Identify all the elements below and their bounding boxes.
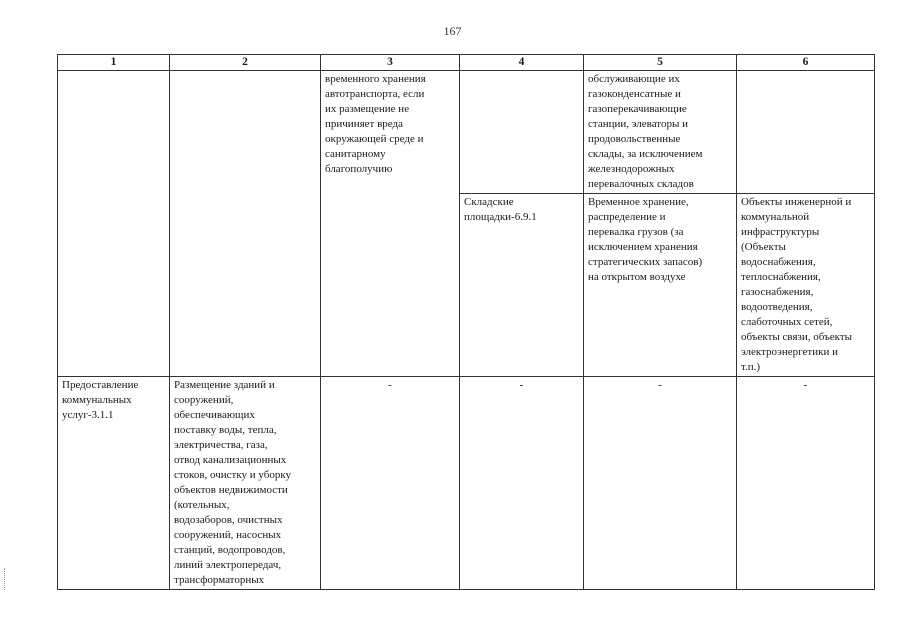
storage-areas-text: Складские площадки-6.9.1 xyxy=(464,196,537,223)
gas-stations-text: обслуживающие их газоконденсатные и газоперекачивающие станции, элеваторы и продовольственные склады, за исключением железнодорожных перевалочных складов xyxy=(588,73,703,190)
table-header-row xyxy=(58,55,875,71)
row1-col4-cell xyxy=(460,71,584,194)
temporary-storage-text: временного хранения автотранспорта, если их размещение не причиняет вреда окружающей среде и санитарному благополучию xyxy=(325,73,426,175)
column-header-6: 6 xyxy=(737,55,875,71)
temporary-storage-cargo-text: Временное хранение, распределение и перевалка грузов (за исключением хранения стратегических запасов) на открытом воздухе xyxy=(588,196,703,283)
row3-col1-cell xyxy=(58,377,170,590)
row3-col3-cell: - xyxy=(321,377,460,590)
row3-col5-cell: - xyxy=(584,377,737,590)
row2-col4-cell xyxy=(460,194,584,377)
regulation-table xyxy=(57,54,875,590)
row3-col2-cell xyxy=(170,377,321,590)
column-header-3: 3 xyxy=(321,55,460,71)
scan-margin-mark xyxy=(4,568,8,590)
column-header-4: 4 xyxy=(460,55,584,71)
table-row xyxy=(58,71,875,194)
utility-services-text: Предоставление коммунальных услуг-3.1.1 xyxy=(62,379,139,421)
row1-col1-cell xyxy=(58,71,170,377)
page-number: 167 xyxy=(443,24,462,38)
column-header-5: 5 xyxy=(584,55,737,71)
row1-col2-cell xyxy=(170,71,321,377)
column-header-2: 2 xyxy=(170,55,321,71)
row1-col3-cell xyxy=(321,71,460,377)
row1-col6-cell xyxy=(737,71,875,194)
column-header-1: 1 xyxy=(58,55,170,71)
row3-col6-cell: - xyxy=(737,377,875,590)
row3-col4-cell: - xyxy=(460,377,584,590)
buildings-placement-text: Размещение зданий и сооружений, обеспечивающих поставку воды, тепла, электричества, газа, отвод канализационных стоков, очистку и уборку объектов недвижимости (котельных, водозаборов, очистных сооружений, насосных станций, водопроводов, линий электропередач, трансформаторных xyxy=(174,379,292,586)
infrastructure-objects-text: Объекты инженерной и коммунальной инфраструктуры (Объекты водоснабжения, теплоснабжения, газоснабжения, водоотведения, слаботочных сетей, объекты связи, объекты электроэнергетики и т.п.) xyxy=(741,196,853,373)
row2-col6-cell xyxy=(737,194,875,377)
row2-col5-cell xyxy=(584,194,737,377)
row1-col5-cell xyxy=(584,71,737,194)
table-row xyxy=(58,377,875,590)
